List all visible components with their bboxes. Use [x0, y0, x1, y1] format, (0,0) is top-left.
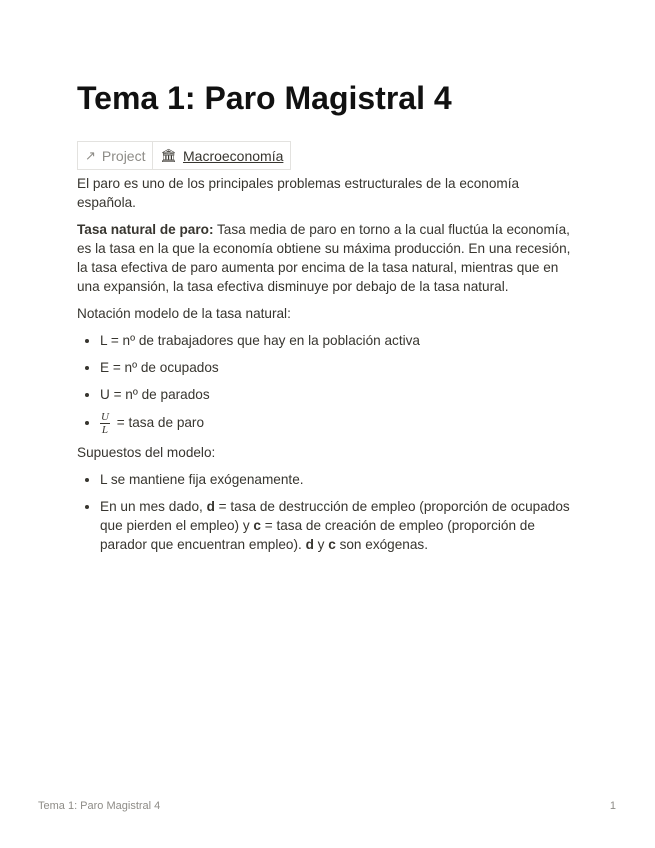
definition-text: Tasa media de paro en torno a la cual fluctúa la economía, es la tasa en la que la economía obtiene su máxima producción. En una recesión, la tasa efectiva de paro aumenta por encima de la tasa natural, mientras que en una expansión, la tasa efectiva disminuye por debajo de la tasa natural. — [77, 222, 571, 294]
list-item — [100, 497, 577, 554]
fraction-equation — [100, 412, 110, 435]
bold-variable: c — [253, 518, 261, 533]
fraction-text: = tasa de paro — [112, 415, 205, 431]
assumption-text: En un mes dado, — [100, 499, 207, 514]
properties-row — [77, 141, 291, 170]
bold-variable: d — [305, 537, 314, 552]
bold-variable: d — [206, 499, 215, 514]
definition-paragraph — [77, 220, 577, 296]
list-item — [100, 412, 577, 435]
list-item: • U = nº de parados — [100, 385, 577, 404]
arrow-up-right-icon: ↗ — [85, 147, 96, 163]
notation-list — [77, 331, 577, 435]
assumption-text: son exógenas. — [335, 537, 428, 552]
list-item: • E = nº de ocupados — [100, 358, 577, 377]
footer-title: Tema 1: Paro Magistral 4 — [38, 800, 161, 812]
notation-heading: Notación modelo de la tasa natural: — [77, 306, 291, 321]
relation-link[interactable]: Macroeconomía — [183, 147, 284, 164]
footer-page-number: 1 — [609, 800, 616, 812]
assumption-text: = tasa de creación de empleo (proporción de parador que encuentran empleo). — [100, 518, 535, 552]
assumption-text: y — [313, 537, 329, 552]
list-item: • L = nº de trabajadores que hay en la población activa — [100, 331, 577, 350]
fraction-numerator: • U — [101, 411, 109, 423]
definition-term: Tasa natural de paro: — [77, 222, 214, 237]
bold-variable: c — [328, 537, 336, 552]
bank-icon: 🏛 — [160, 147, 177, 163]
project-property-value[interactable] — [152, 142, 290, 169]
assumptions-list — [77, 470, 577, 554]
project-property-label: Project — [101, 147, 146, 164]
list-item: • L se mantiene fija exógenamente. — [100, 470, 577, 489]
fraction-denominator: L — [101, 424, 109, 436]
page-title: Tema 1: Paro Magistral 4 — [77, 80, 452, 116]
page-content — [77, 174, 577, 562]
assumption-text: = tasa de destrucción de empleo (proporción de ocupados que pierden el empleo) y — [100, 499, 570, 533]
assumptions-heading: Supuestos del modelo: — [77, 445, 216, 460]
intro-paragraph: El paro es uno de los principales problemas estructurales de la economía española. — [77, 176, 520, 210]
project-property-name[interactable] — [78, 142, 152, 169]
